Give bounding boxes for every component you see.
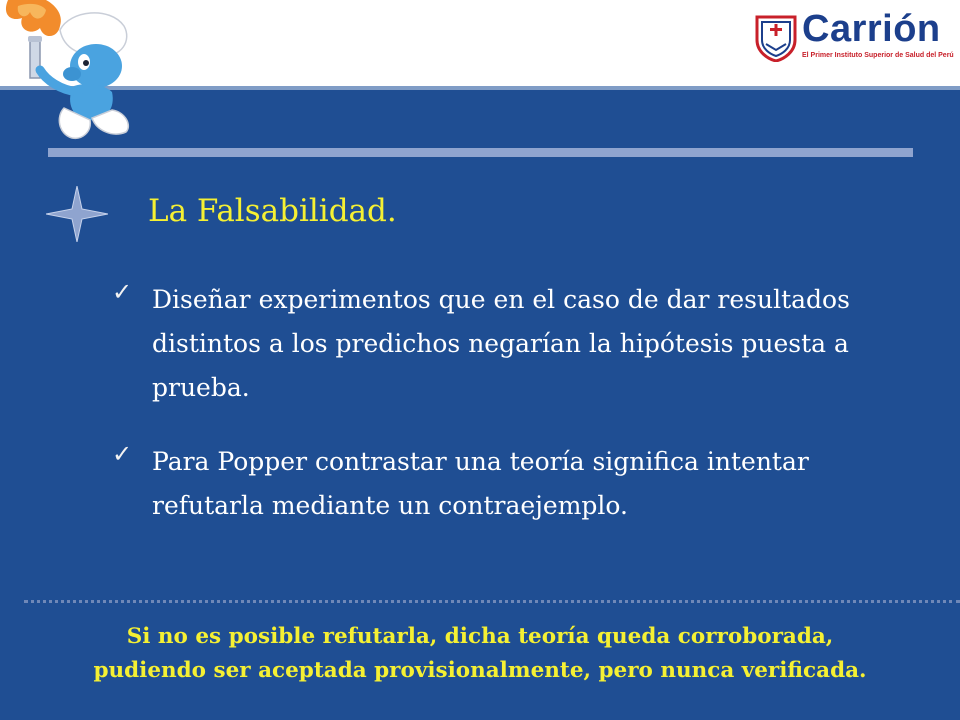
logo-name: Carrión	[802, 8, 941, 50]
footer-note	[0, 620, 960, 688]
footer-line-1: Si no es posible refutarla, dicha teoría queda corroborada,	[126, 624, 834, 649]
title-rule	[48, 148, 913, 157]
footer-divider	[24, 600, 960, 603]
checkmark-icon: ✓	[112, 278, 133, 306]
bullet-list	[112, 278, 912, 558]
list-item	[112, 278, 912, 410]
smurf-scientist-icon	[0, 0, 150, 150]
institute-logo	[754, 8, 952, 74]
logo-tagline: El Primer Instituto Superior de Salud del Perú	[802, 52, 954, 59]
footer-line-2: pudiendo ser aceptada provisionalmente, pero nunca verificada.	[93, 658, 867, 683]
bullet-text: Diseñar experimentos que en el caso de dar resultados distintos a los predichos negarían la hipótesis puesta a prueba.	[152, 285, 850, 402]
slide-title: La Falsabilidad.	[148, 193, 397, 229]
bullet-text: Para Popper contrastar una teoría significa intentar refutarla mediante un contraejemplo.	[152, 447, 809, 520]
institute-seal-icon	[754, 14, 798, 62]
list-item	[112, 440, 912, 528]
four-point-star-icon	[46, 186, 108, 242]
checkmark-icon: ✓	[112, 440, 133, 468]
